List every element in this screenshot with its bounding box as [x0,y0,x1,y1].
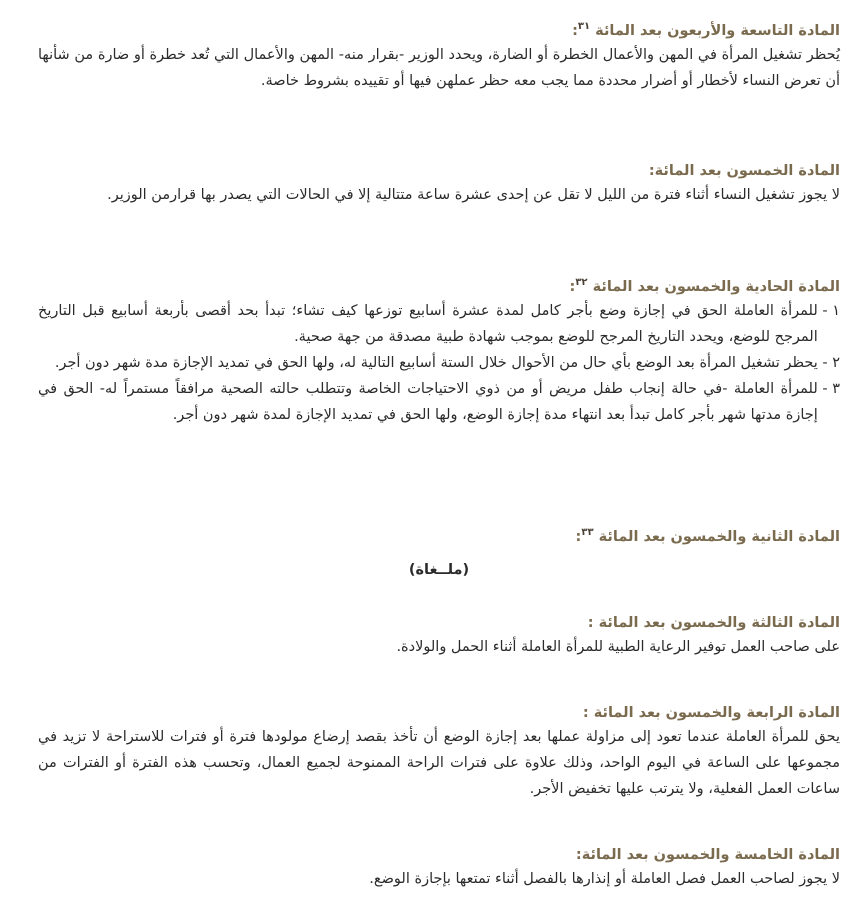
article-151 [38,272,840,428]
article-body: على صاحب العمل توفير الرعاية الطبية للمرأة العاملة أثناء الحمل والولادة. [396,639,840,655]
list-item [38,376,840,428]
article-body: لا يجوز لصاحب العمل فصل العاملة أو إنذارها بالفصل أثناء تمتعها بإجازة الوضع. [369,871,840,887]
list-item [38,350,840,376]
article-title: المادة الرابعة والخمسون بعد المائة : [582,705,840,721]
article-154 [38,702,840,802]
article-152 [38,522,840,578]
article-title: المادة الخمسون بعد المائة: [648,163,840,179]
item-number: ٢ - [822,354,840,371]
article-155 [38,844,840,892]
item-text: للمرأة العاملة -في حالة إنجاب طفل مريض أو من ذوي الاحتياجات الخاصة وتتطلب حالته الصحية مرافقاً مستمراً له- الحق في إجازة مدتها شهر بأجر كامل تبدأ بعد انتهاء مدة إجازة الوضع، ولها الحق في تمديد الإجازة لمدة شهر دون أجر. [38,380,818,423]
article-body: يحق للمرأة العاملة عندما تعود إلى مزاولة عملها بعد إجازة الوضع أن تأخذ بقصد إرضاع مولودها فترة أو فترات للاستراحة لا تزيد في مجموعها على الساعة في اليوم الواحد، وذلك علاوة على فترات الراحة الممنوحة لجميع العمال، وتحسب هذه الفترة أو الفترات من ساعات العمل الفعلية، ولا يترتب عليها تخفيض الأجر. [38,729,840,797]
article-title: المادة الثانية والخمسون بعد المائة $^{٣٣}$: [575,527,840,545]
article-body: لا يجوز تشغيل النساء أثناء فترة من الليل لا تقل عن إحدى عشرة ساعة متتالية إلا في الحالات التي يصدر بها قرارمن الوزير. [107,187,840,203]
list-item [38,298,840,350]
article-title: المادة التاسعة والأربعون بعد المائة $^{٣١}$: [572,21,840,39]
item-text: يحظر تشغيل المرأة بعد الوضع بأي حال من الأحوال خلال الستة أسابيع التالية له، ولها الحق في تمديد الإجازة مدة شهر دون أجر. [54,354,818,371]
article-150 [38,160,840,208]
footnote-ref[interactable]: ٣٢ [575,277,588,288]
repealed-label: (ملــغاة) [408,561,470,578]
footnote-ref[interactable]: ٣٣ [581,527,594,538]
article-title: المادة الخامسة والخمسون بعد المائة: [575,847,840,863]
article-body: يُحظر تشغيل المرأة في المهن والأعمال الخطرة أو الضارة، ويحدد الوزير -بقرار منه- المهن والأعمال التي تُعد خطرة أو ضارة من شأنها أن تعرض النساء لأخطار أو أضرار محددة مما يجب معه حظر عملهن فيها أو تقييده بشروط خاصة. [38,46,840,89]
article-title: المادة الثالثة والخمسون بعد المائة : [587,615,840,631]
article-title: المادة الحادية والخمسون بعد المائة $^{٣٢}$: [569,277,840,295]
article-149 [38,16,840,94]
item-number: ١ - [822,302,840,319]
footnote-ref[interactable]: ٣١ [577,21,591,32]
item-number: ٣ - [822,380,840,397]
article-153 [38,612,840,660]
item-text: للمرأة العاملة الحق في إجازة وضع بأجر كامل لمدة عشرة أسابيع توزعها كيف تشاء؛ تبدأ بحد أقصى بأربعة أسابيع قبل التاريخ المرجح للوضع، ويحدد التاريخ المرجح للوضع بموجب شهادة طبية مصدقة من جهة صحية. [38,302,818,345]
